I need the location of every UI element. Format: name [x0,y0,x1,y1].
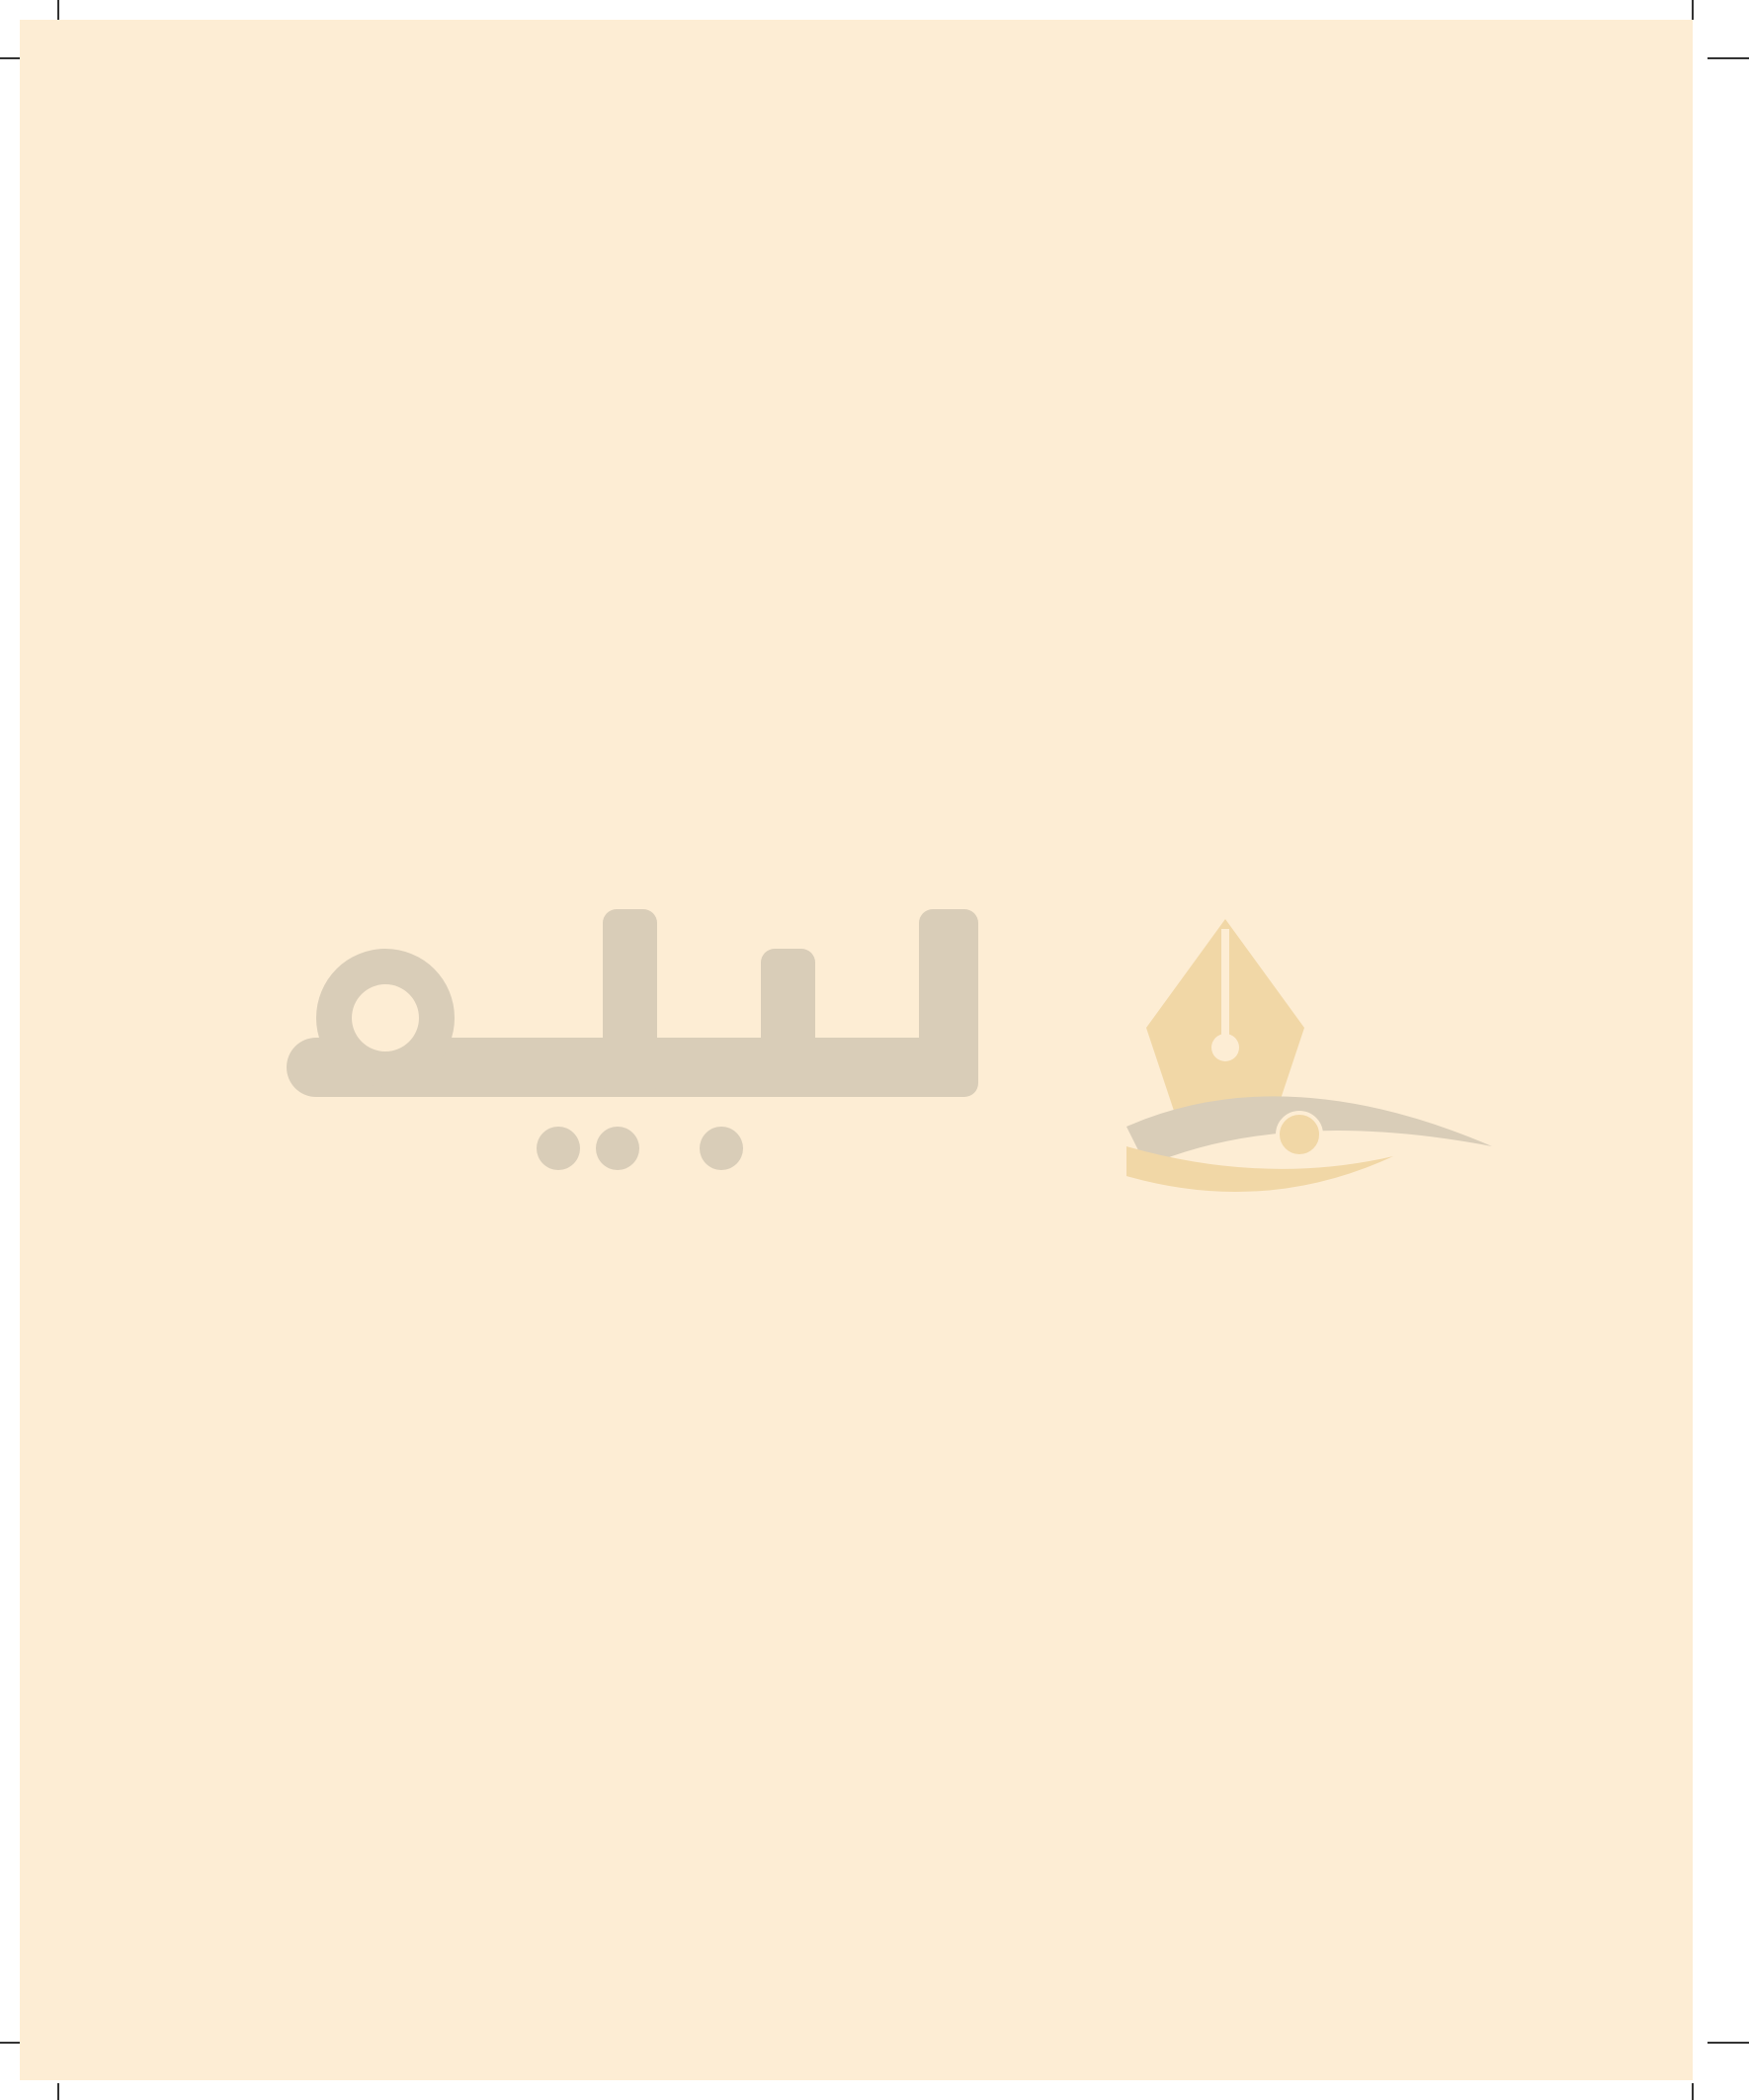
fountain-pen-nib-icon [1126,919,1492,1192]
crop-mark-br-h [1707,2042,1749,2044]
crop-mark-tr-v [1692,0,1694,20]
watermark-logo [257,889,1522,1216]
document-page [20,20,1693,2080]
crop-mark-tr-h [1707,57,1749,59]
crop-mark-tl-v [57,0,59,20]
crop-mark-br-v [1692,2083,1694,2100]
crop-mark-bl-v [57,2083,59,2100]
